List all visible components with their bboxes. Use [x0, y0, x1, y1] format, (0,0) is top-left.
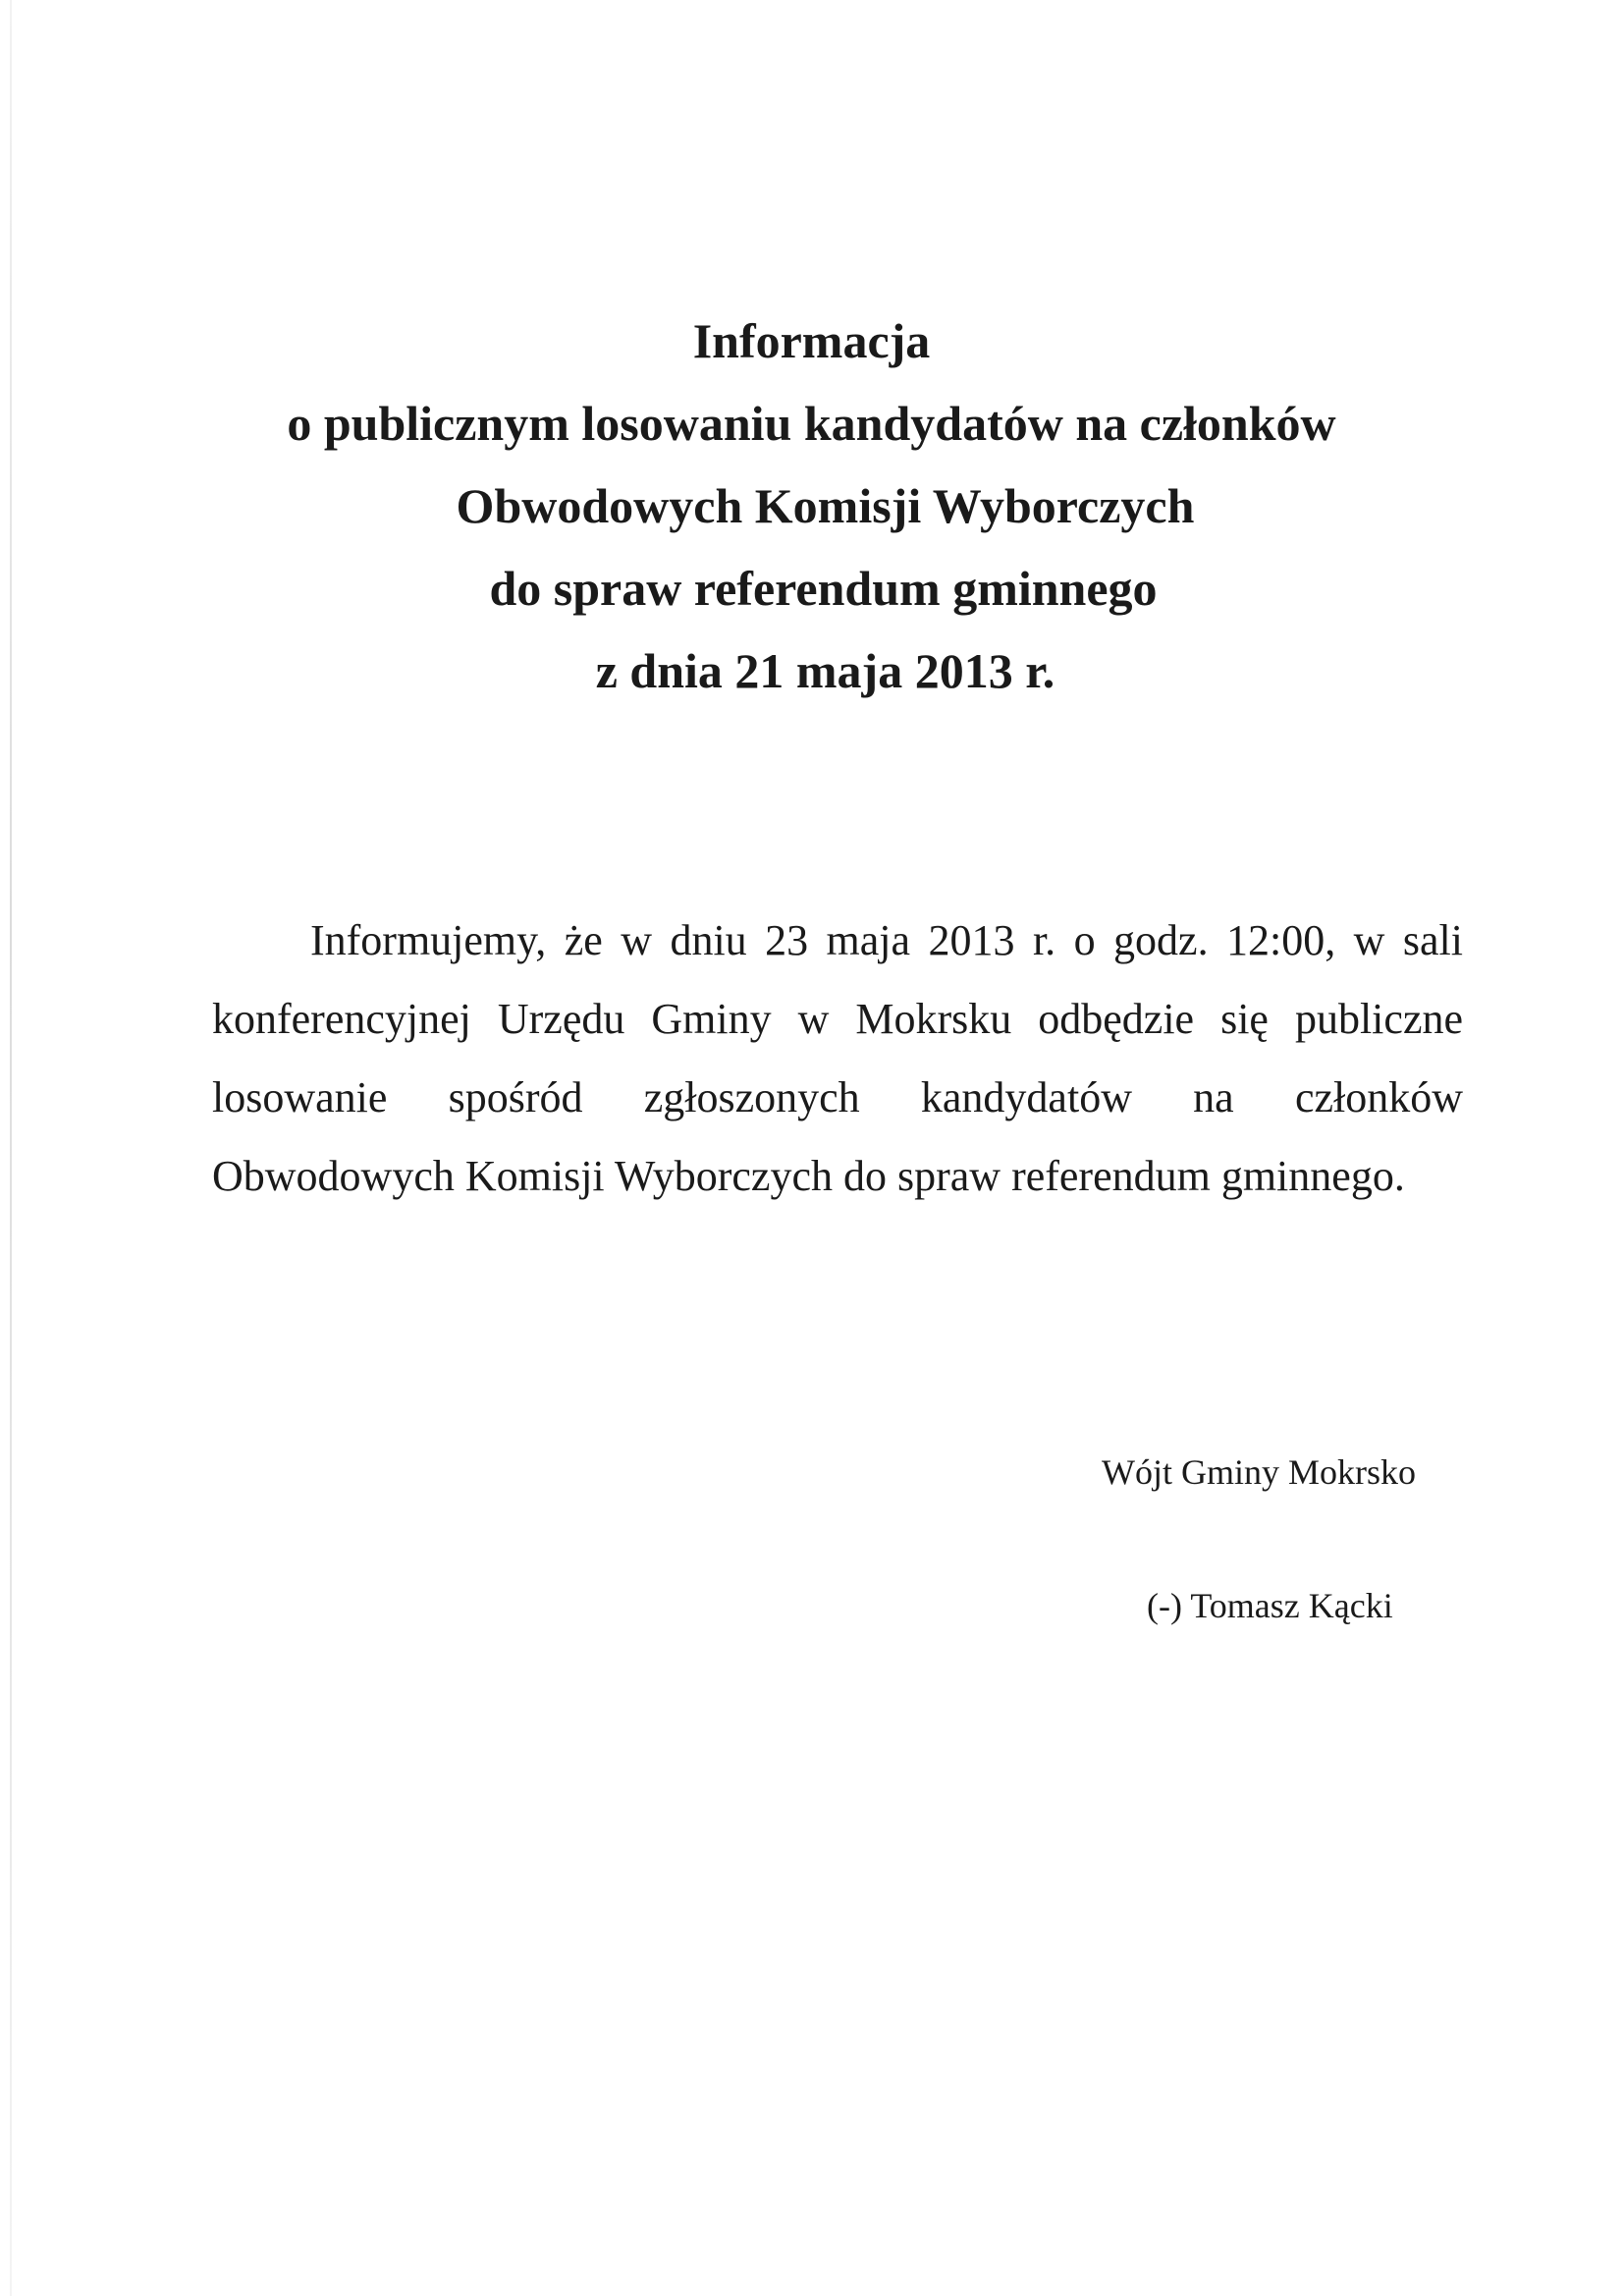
paragraph-line: konferencyjnej Urzędu Gminy w Mokrsku odbędzie się publiczne	[212, 995, 1463, 1043]
signature-title: Wójt Gminy Mokrsko	[1102, 1452, 1416, 1492]
paragraph-line: Informujemy, że w dniu 23 maja 2013 r. o godz. 12:00, w sali	[310, 916, 1463, 964]
paragraph-line: Obwodowych Komisji Wyborczych do spraw referendum gminnego.	[212, 1152, 1405, 1200]
paragraph-line: losowanie spośród zgłoszonych kandydatów na członków	[212, 1073, 1463, 1121]
title-line-referendum: do spraw referendum gminnego	[489, 561, 1158, 616]
signature-name: (-) Tomasz Kącki	[1147, 1586, 1393, 1625]
title-line-commission: Obwodowych Komisji Wyborczych	[456, 478, 1195, 533]
announcement-paragraph	[212, 902, 1463, 1216]
title-line-subject: o publicznym losowaniu kandydatów na członków	[287, 396, 1336, 451]
title-line-date: z dnia 21 maja 2013 r.	[595, 643, 1055, 698]
title-line-heading: Informacja	[692, 313, 931, 368]
